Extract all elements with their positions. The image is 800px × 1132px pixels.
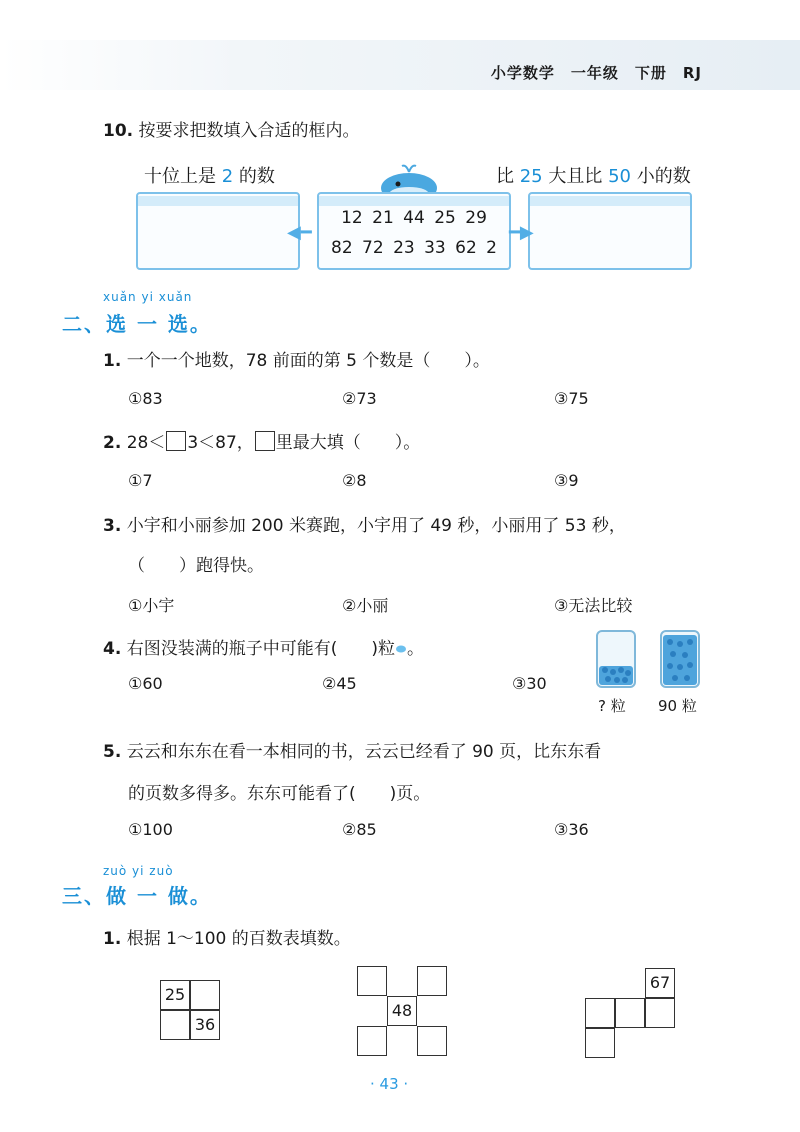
option[interactable]: ①7 — [128, 471, 153, 490]
question-number: 5. — [103, 742, 122, 762]
question-text: 。 — [406, 639, 424, 659]
question-text-line2: 的页数多得多。东东可能看了( )页。 — [128, 784, 431, 804]
highlight-number: 50 — [608, 166, 631, 187]
option[interactable]: ②73 — [342, 389, 377, 408]
grid-cell-blank[interactable] — [585, 1028, 615, 1058]
option[interactable]: ②8 — [342, 471, 367, 490]
question-number: 4. — [103, 639, 122, 659]
number-row-1: 12 21 44 25 29 — [341, 208, 487, 228]
grid-cell-filled: 48 — [387, 996, 417, 1026]
option[interactable]: ③36 — [554, 820, 589, 839]
grid-cell-filled: 25 — [160, 980, 190, 1010]
grid-cell-blank[interactable] — [417, 1026, 447, 1056]
question-number: 2. — [103, 433, 122, 453]
option[interactable]: ③无法比较 — [554, 596, 633, 615]
label-text: 小的数 — [631, 166, 691, 187]
section3-pinyin: zuò yi zuò — [103, 864, 174, 878]
number-row-2: 82 72 23 33 62 2 — [331, 238, 497, 258]
left-box-label — [144, 162, 275, 188]
question-number: 3. — [103, 516, 122, 536]
water-wave — [319, 196, 509, 206]
question-number: 1. — [103, 929, 122, 949]
question-text: 云云和东东在看一本相同的书，云云已经看了 90 页，比东东看 — [126, 742, 602, 762]
s2-question-3 — [103, 511, 626, 536]
grid-cell-blank[interactable] — [645, 998, 675, 1028]
grid-cell-blank[interactable] — [190, 980, 220, 1010]
option[interactable]: ②小丽 — [342, 596, 389, 615]
highlight-number: 25 — [519, 166, 543, 187]
grid-cell-blank[interactable] — [160, 1010, 190, 1040]
label-text: 十位上是 — [144, 166, 222, 187]
question-text-line2: （ ）跑得快。 — [128, 556, 264, 576]
highlight-number: 2 — [221, 166, 234, 187]
blank-square[interactable] — [166, 431, 186, 451]
page-number: · 43 · — [370, 1075, 409, 1093]
grid-cell-blank[interactable] — [585, 998, 615, 1028]
grid-cell-blank[interactable] — [615, 998, 645, 1028]
label-text: 的数 — [233, 166, 275, 187]
label-text: 比 — [496, 166, 520, 187]
blank-square — [255, 431, 275, 451]
option[interactable]: ③75 — [554, 389, 589, 408]
grid-cell-blank[interactable] — [357, 1026, 387, 1056]
question-text: 按要求把数填入合适的框内。 — [138, 121, 360, 141]
partial-jar-icon — [594, 628, 640, 690]
water-wave — [138, 196, 298, 206]
option[interactable]: ③9 — [554, 471, 579, 490]
full-jar-icon — [658, 628, 704, 690]
grid-cell-blank[interactable] — [357, 966, 387, 996]
label-text: 大且比 — [542, 166, 609, 187]
section2-title: 二、选 一 选。 — [62, 312, 212, 336]
option[interactable]: ②85 — [342, 820, 377, 839]
book-label: 小学数学 一年级 下册 RJ — [490, 64, 702, 82]
s2-question-2 — [103, 428, 420, 453]
number-source-box — [317, 192, 511, 270]
option[interactable]: ①100 — [128, 820, 173, 839]
option[interactable]: ③30 — [512, 674, 547, 693]
jar1-label: ? 粒 — [598, 697, 626, 715]
question-text: 3＜87， — [187, 433, 254, 453]
grid-cell-blank[interactable] — [417, 966, 447, 996]
question-number: 10. — [103, 121, 134, 141]
s2-question-1 — [103, 346, 490, 371]
question-text: 里最大填（ ）。 — [275, 433, 421, 453]
option[interactable]: ②45 — [322, 674, 357, 693]
right-answer-box[interactable] — [528, 192, 692, 270]
question-text: 右图没装满的瓶子中可能有( )粒 — [126, 639, 395, 659]
option[interactable]: ①83 — [128, 389, 163, 408]
question-number: 1. — [103, 351, 122, 371]
question-10 — [103, 116, 360, 141]
grid-cell-filled: 67 — [645, 968, 675, 998]
question-text: 28＜ — [126, 433, 166, 453]
question-text: 小宇和小丽参加 200 米赛跑，小宇用了 49 秒，小丽用了 53 秒， — [126, 516, 626, 536]
water-wave — [530, 196, 690, 206]
question-text: 一个一个地数，78 前面的第 5 个数是（ ）。 — [126, 351, 490, 371]
option[interactable]: ①60 — [128, 674, 163, 693]
jar2-label: 90 粒 — [658, 697, 697, 715]
s2-question-5 — [103, 737, 601, 762]
option[interactable]: ①小宇 — [128, 596, 175, 615]
grid-cell-filled: 36 — [190, 1010, 220, 1040]
right-box-label — [496, 162, 691, 188]
question-text: 根据 1～100 的百数表填数。 — [126, 929, 351, 949]
arrow-right-icon: ━▶ — [509, 222, 534, 243]
arrow-left-icon: ◀━ — [287, 222, 312, 243]
section2-pinyin: xuǎn yi xuǎn — [103, 290, 193, 304]
s3-question-1 — [103, 924, 351, 949]
left-answer-box[interactable] — [136, 192, 300, 270]
s2-question-4 — [103, 634, 424, 659]
bead-icon — [395, 644, 407, 654]
section3-title: 三、做 一 做。 — [62, 884, 212, 908]
